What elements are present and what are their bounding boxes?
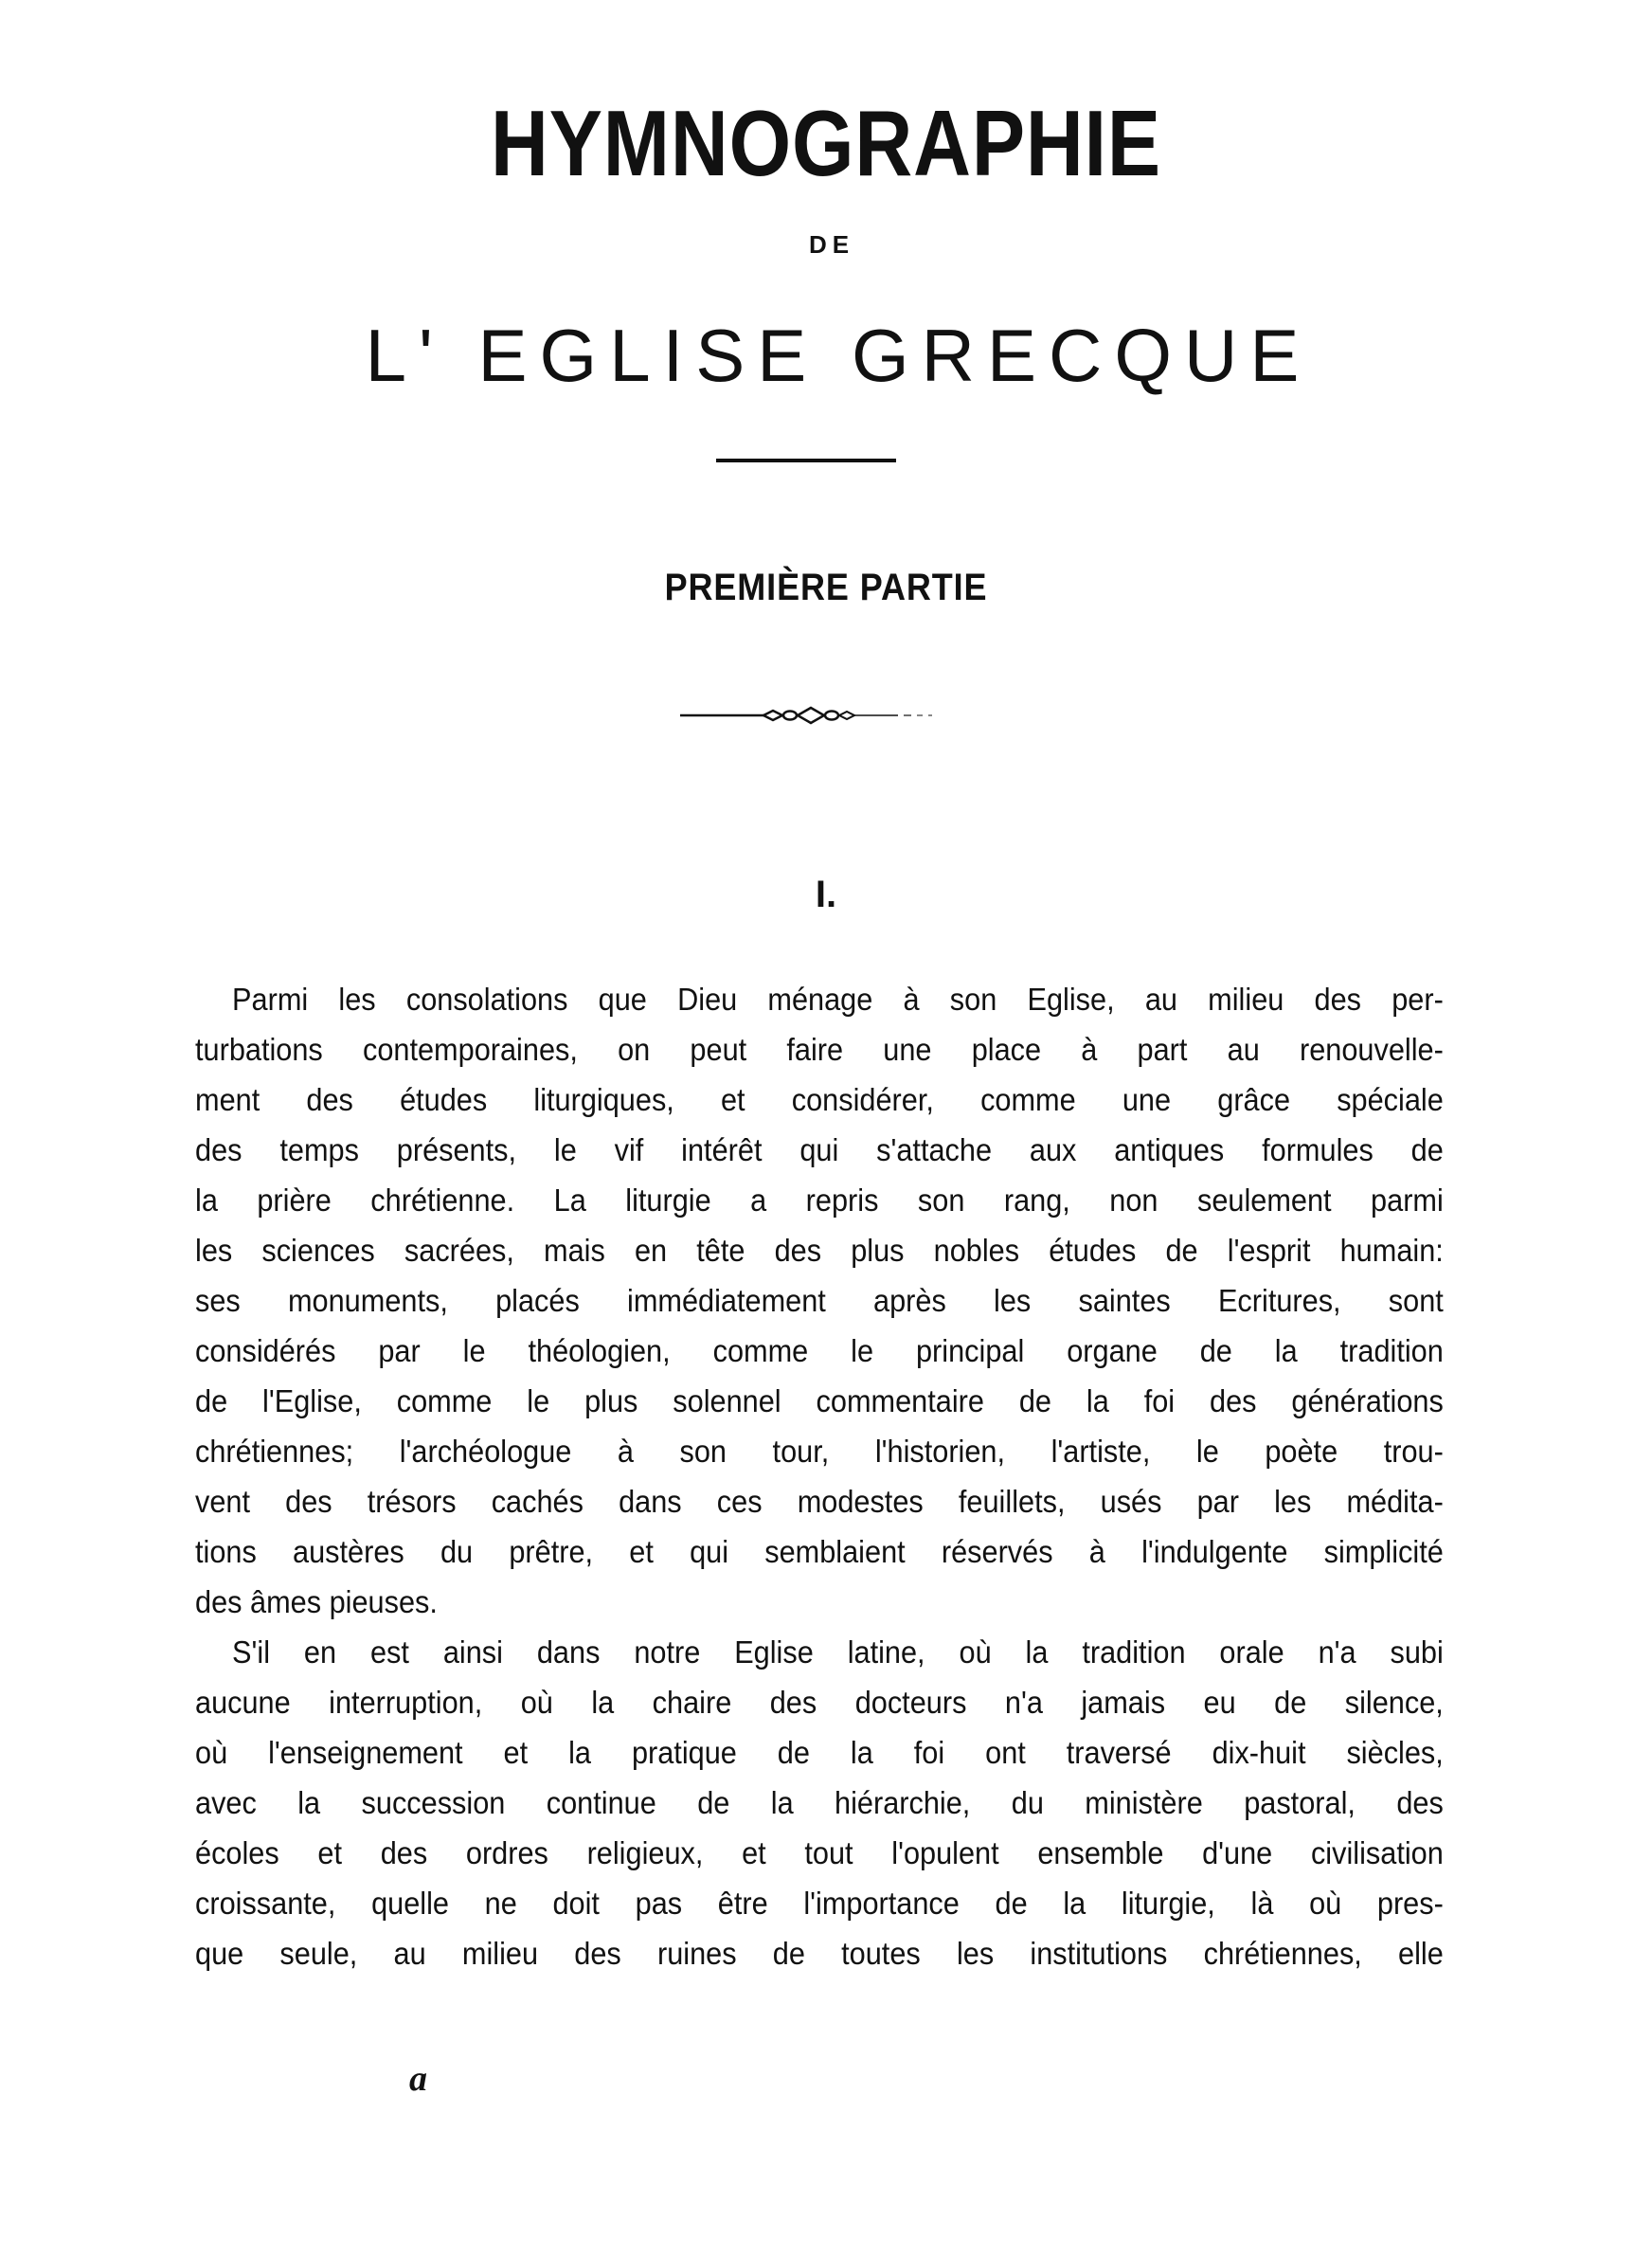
text-line: avec la succession continue de la hiérarchie, du ministère pastoral, des [195, 1785, 1444, 1820]
text-line: des temps présents, le vif intérêt qui s'attache aux antiques formules de [195, 1132, 1444, 1167]
text-line: S'il en est ainsi dans notre Eglise latine, où la tradition orale n'a subi [232, 1634, 1444, 1670]
title-divider-rule [716, 459, 896, 462]
text-line: de l'Eglise, comme le plus solennel commentaire de la foi des générations [195, 1383, 1444, 1418]
text-line: que seule, au milieu des ruines de toutes les institutions chrétiennes, elle [195, 1936, 1444, 1971]
text-line: où l'enseignement et la pratique de la foi ont traversé dix-huit siècles, [195, 1735, 1444, 1770]
text-line: turbations contemporaines, on peut faire une place à part au renouvelle- [195, 1032, 1444, 1067]
page-subtitle: L' EGLISE GRECQUE [365, 314, 1312, 397]
page-title: HYMNOGRAPHIE [490, 91, 1162, 195]
text-line: ses monuments, placés immédiatement après les saintes Ecritures, sont [195, 1283, 1444, 1318]
text-line: écoles et des ordres religieux, et tout l'opulent ensemble d'une civilisation [195, 1835, 1444, 1870]
section-number: I. [815, 874, 837, 915]
text-line: les sciences sacrées, mais en tête des plus nobles études de l'esprit humain: [195, 1233, 1444, 1268]
text-line: ment des études liturgiques, et considérer, comme une grâce spéciale [195, 1082, 1444, 1117]
text-line: vent des trésors cachés dans ces modestes feuillets, usés par les médita- [195, 1484, 1444, 1519]
text-line: chrétiennes; l'archéologue à son tour, l'historien, l'artiste, le poète trou- [195, 1434, 1444, 1469]
part-heading: PREMIÈRE PARTIE [664, 567, 988, 608]
ornamental-divider-icon [680, 701, 945, 730]
text-line: considérés par le théologien, comme le principal organe de la tradition [195, 1333, 1444, 1368]
text-line: croissante, quelle ne doit pas être l'importance de la liturgie, là où pres- [195, 1886, 1444, 1921]
body-text [195, 974, 1444, 1978]
text-line: Parmi les consolations que Dieu ménage à son Eglise, au milieu des per- [232, 982, 1444, 1017]
text-line: des âmes pieuses. [195, 1584, 438, 1619]
text-line: aucune interruption, où la chaire des docteurs n'a jamais eu de silence, [195, 1685, 1444, 1720]
text-line: tions austères du prêtre, et qui semblaient réservés à l'indulgente simplicité [195, 1534, 1444, 1569]
signature-mark: a [409, 2059, 427, 2099]
title-connector: DE [808, 230, 855, 259]
text-line: la prière chrétienne. La liturgie a repris son rang, non seulement parmi [195, 1183, 1444, 1218]
